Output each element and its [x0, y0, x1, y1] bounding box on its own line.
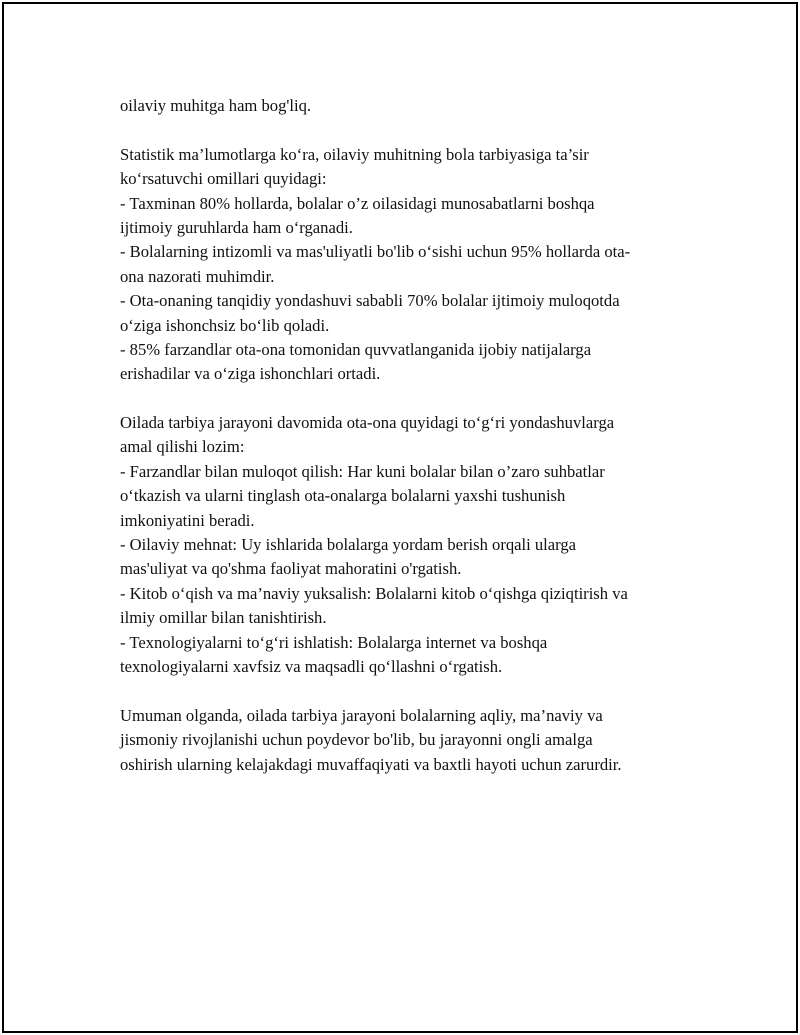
paragraph-spacer — [120, 118, 710, 142]
text-line: oilaviy muhitga ham bog'liq. — [120, 96, 312, 115]
text-line: mas'uliyat va qo'shma faoliyat mahoratini o'rgatish. — [120, 559, 462, 579]
text-line: - Bolalarning intizomli va mas'uliyatli bo'lib o‘sishi uchun 95% hollarda ota- — [120, 242, 631, 262]
paragraph-conclusion — [120, 704, 710, 777]
text-line: o‘tkazish va ularni tinglash ota-onalarga bolalarni yaxshi tushunish — [120, 486, 566, 506]
text-line: Oilada tarbiya jarayoni davomida ota-ona quyidagi to‘g‘ri yondashuvlarga — [120, 413, 615, 433]
paragraph-approaches — [120, 411, 710, 679]
text-line: - Ota-onaning tanqidiy yondashuvi sababli 70% bolalar ijtimoiy muloqotda — [120, 291, 620, 311]
text-line: erishadilar va o‘ziga ishonchlari ortadi. — [120, 364, 381, 384]
text-line: jismoniy rivojlanishi uchun poydevor bo'lib, bu jarayonni ongli amalga — [120, 730, 593, 750]
text-line: amal qilishi lozim: — [120, 437, 245, 457]
text-line: - Texnologiyalarni to‘g‘ri ishlatish: Bolalarga internet va boshqa — [120, 632, 548, 652]
text-line: o‘ziga ishonchsiz bo‘lib qoladi. — [120, 315, 330, 335]
paragraph-spacer — [120, 679, 710, 703]
paragraph-spacer — [120, 387, 710, 411]
text-line: - 85% farzandlar ota-ona tomonidan quvvatlanganida ijobiy natijalarga — [120, 339, 592, 359]
text-line: imkoniyatini beradi. — [120, 510, 255, 530]
paragraph-intro — [120, 94, 710, 118]
text-line: - Taxminan 80% hollarda, bolalar o’z oilasidagi munosabatlarni boshqa — [120, 193, 595, 213]
text-line: Statistik ma’lumotlarga ko‘ra, oilaviy muhitning bola tarbiyasiga ta’sir — [120, 144, 589, 164]
text-line: ona nazorati muhimdir. — [120, 266, 275, 286]
text-line: texnologiyalarni xavfsiz va maqsadli qo‘llashni o‘rgatish. — [120, 656, 503, 676]
text-line: ijtimoiy guruhlarda ham o‘rganadi. — [120, 217, 353, 237]
text-line: Umuman olganda, oilada tarbiya jarayoni bolalarning aqliy, ma’naviy va — [120, 705, 603, 725]
paragraph-statistics — [120, 143, 710, 387]
document-page — [2, 2, 798, 1033]
text-line: - Farzandlar bilan muloqot qilish: Har kuni bolalar bilan o’zaro suhbatlar — [120, 461, 605, 481]
text-line: ilmiy omillar bilan tanishtirish. — [120, 608, 327, 628]
text-line: - Kitob o‘qish va ma’naviy yuksalish: Bolalarni kitob o‘qishga qiziqtirish va — [120, 583, 628, 603]
document-body — [120, 94, 710, 777]
text-line: ko‘rsatuvchi omillari quyidagi: — [120, 169, 327, 189]
text-line: oshirish ularning kelajakdagi muvaffaqiyati va baxtli hayoti uchun zarurdir. — [120, 754, 622, 774]
text-line: - Oilaviy mehnat: Uy ishlarida bolalarga yordam berish orqali ularga — [120, 535, 577, 555]
